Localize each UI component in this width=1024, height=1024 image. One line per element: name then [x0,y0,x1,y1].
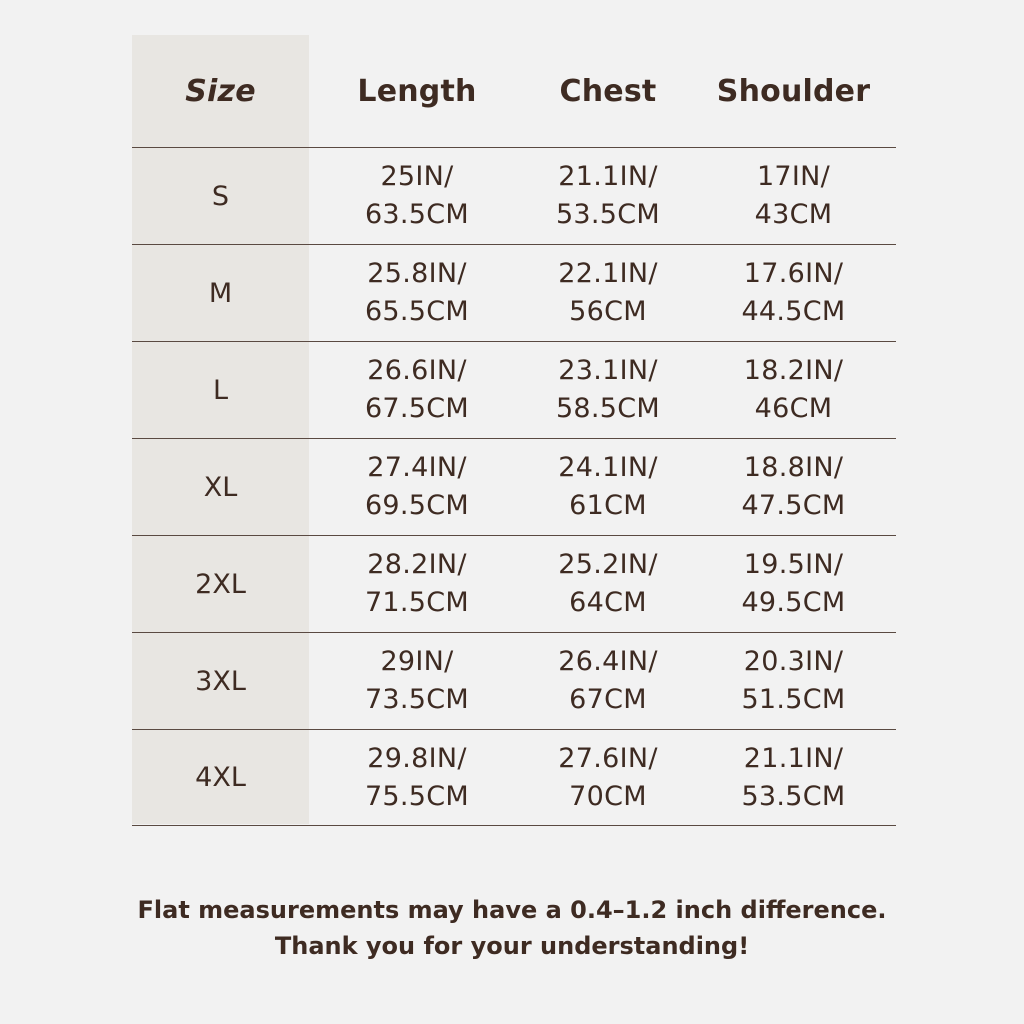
table-row [132,729,896,826]
chest-value: 25.2IN/ 64CM [558,549,658,618]
table-header-row [132,35,896,147]
chest-value: 27.6IN/ 70CM [558,742,658,812]
size-label: 4XL [195,762,246,793]
header-size: Size [185,73,256,109]
table-row [132,244,896,341]
header-shoulder: Shoulder [716,73,871,109]
size-label: S [211,180,230,212]
shoulder-value: 21.1IN/ 53.5CM [741,742,846,812]
size-label: 2XL [195,568,246,600]
size-chart-table [132,35,896,826]
length-value: 25IN/ 63.5CM [364,161,470,230]
chest-value: 22.1IN/ 56CM [558,258,658,327]
shoulder-value: 20.3IN/ 51.5CM [741,646,846,715]
size-label: L [212,374,229,406]
table-row [132,438,896,535]
header-length: Length [357,73,477,109]
table-row [132,341,896,438]
note-line-2: Thank you for your understanding! [274,932,750,960]
length-value: 29.8IN/ 75.5CM [364,742,470,812]
table-row [132,632,896,729]
note-line-1: Flat measurements may have a 0.4–1.2 inch difference. [137,896,887,924]
length-value: 25.8IN/ 65.5CM [364,258,470,327]
table-row [132,535,896,632]
size-label: XL [203,471,238,503]
length-value: 26.6IN/ 67.5CM [364,355,470,424]
chest-value: 26.4IN/ 67CM [558,646,658,715]
chest-value: 21.1IN/ 53.5CM [555,161,661,230]
size-label: M [208,277,233,309]
shoulder-value: 19.5IN/ 49.5CM [741,549,846,618]
header-chest: Chest [559,73,657,109]
chest-value: 23.1IN/ 58.5CM [555,355,661,424]
length-value: 29IN/ 73.5CM [364,646,470,715]
shoulder-value: 17.6IN/ 44.5CM [741,258,846,327]
length-value: 27.4IN/ 69.5CM [364,452,470,521]
table-row [132,147,896,244]
length-value: 28.2IN/ 71.5CM [364,549,470,618]
shoulder-value: 17IN/ 43CM [754,161,833,230]
shoulder-value: 18.2IN/ 46CM [743,355,844,424]
measurement-note [0,892,1024,964]
chest-value: 24.1IN/ 61CM [558,452,658,521]
shoulder-value: 18.8IN/ 47.5CM [741,452,846,521]
size-label: 3XL [195,665,246,697]
